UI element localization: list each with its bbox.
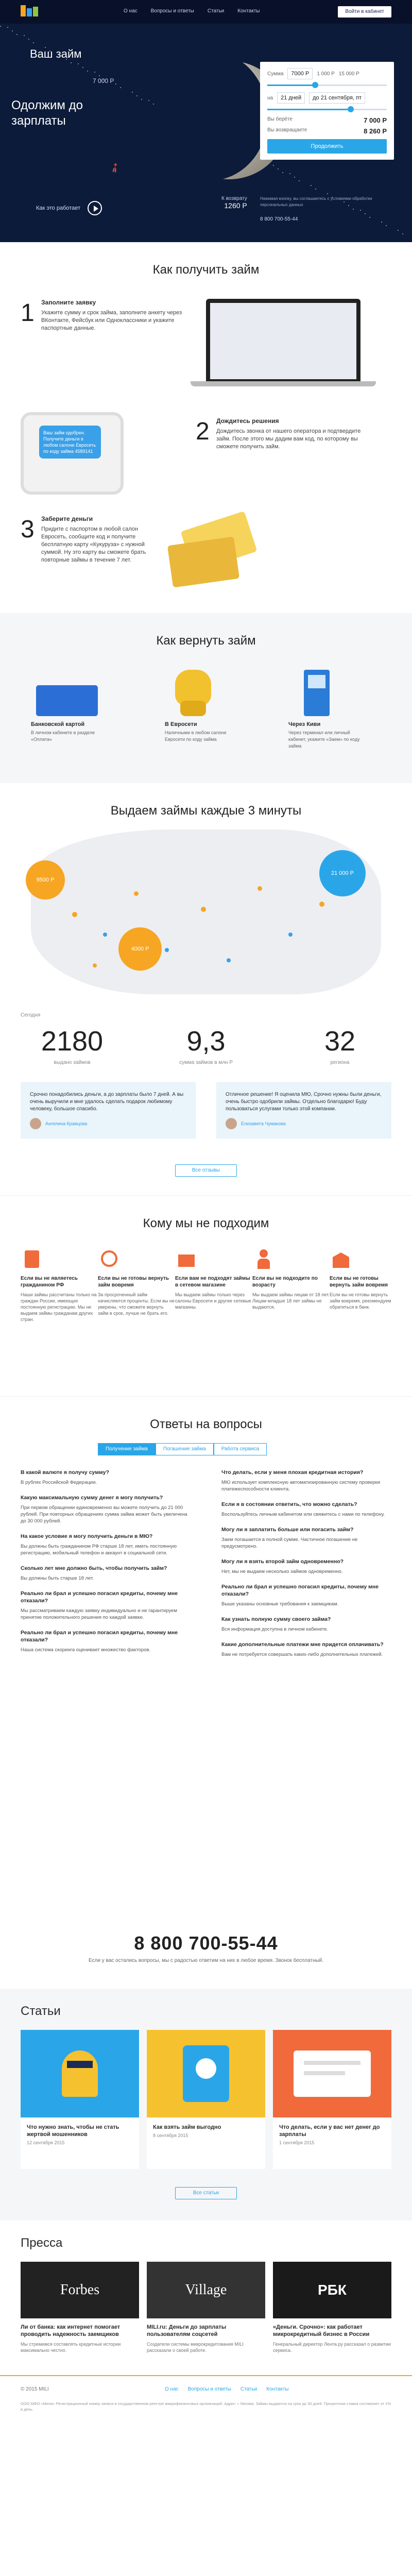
copyright: © 2015 MILI bbox=[21, 2386, 49, 2392]
map-pin-moscow: 9500 Р bbox=[26, 860, 65, 900]
press-card[interactable] bbox=[21, 2262, 139, 2353]
repay-qiwi bbox=[288, 670, 366, 750]
faq-item[interactable] bbox=[221, 1558, 391, 1575]
faq-answer: МЮ использует комплексную автоматизированную систему проверки платежеспособности клиента. bbox=[221, 1480, 381, 1492]
review-text: Отличное решение! Я оценила МЮ, Срочно нужны были деньги, очень быстро одобрили займы. Отдельно благодарю! Буду пользоваться услугами только этой компании. bbox=[226, 1092, 382, 1112]
amount-range-min: 1 000 Р bbox=[317, 71, 335, 77]
faq-item[interactable] bbox=[221, 1526, 391, 1550]
how-to-get-section bbox=[0, 242, 412, 613]
footer-link-contacts[interactable]: Контакты bbox=[266, 2386, 289, 2392]
not-fit-title-text: Если вы не готовы вернуть займ вовремя bbox=[330, 1276, 388, 1288]
press-title-text: Ли от банка: как интернет помогает проводить надежность заемщиков bbox=[21, 2324, 121, 2337]
step-title: Заполните заявку bbox=[41, 299, 96, 306]
faq-left-column bbox=[21, 1469, 191, 1662]
faq-item[interactable] bbox=[21, 1469, 191, 1486]
faq-tabs bbox=[98, 1443, 267, 1455]
how-it-works-link[interactable]: Как это работает bbox=[36, 205, 81, 211]
not-fit-title-text: Если вы не подходите по возрасту bbox=[252, 1276, 318, 1288]
faq-item[interactable] bbox=[21, 1533, 191, 1556]
logo[interactable] bbox=[21, 5, 38, 16]
step-number: 3 bbox=[21, 516, 35, 543]
term-until-date[interactable]: до 21 сентября, пт bbox=[309, 92, 365, 104]
laptop-image bbox=[206, 299, 360, 381]
faq-question: Могу ли я взять второй займ одновременно? bbox=[221, 1558, 344, 1565]
faq-question: Какие дополнительные платежи мне придется оплачивать? bbox=[221, 1641, 384, 1648]
stat-regions bbox=[288, 1025, 391, 1066]
not-fit-desc: Мы выдаем займы только через салоны Евросети и другие сетевые магазины. bbox=[175, 1292, 251, 1310]
top-navigation bbox=[0, 0, 412, 24]
step-2 bbox=[196, 417, 366, 451]
faq-question: Сколько лет мне должно быть, чтобы получить займ? bbox=[21, 1565, 167, 1571]
footer-link-about[interactable]: О нас bbox=[165, 2386, 179, 2392]
card-image bbox=[31, 670, 108, 716]
article-card[interactable] bbox=[21, 2030, 139, 2169]
sum-value: 7 000 Р bbox=[364, 116, 387, 124]
article-date: 1 сентября 2015 bbox=[279, 2140, 315, 2145]
press-title-text: «Деньги. Срочно»: как работает микрокредитный бизнес в России bbox=[273, 2324, 370, 2337]
continue-button[interactable]: Продолжить bbox=[267, 139, 387, 154]
review-card bbox=[21, 1082, 196, 1139]
russia-map bbox=[31, 829, 381, 994]
article-title: Как взять займ выгодно bbox=[153, 2124, 221, 2130]
amount-slider[interactable] bbox=[267, 84, 387, 86]
stat-value: 2180 bbox=[41, 1026, 104, 1057]
press-logo: Forbes bbox=[21, 2262, 139, 2318]
sms-bubble: Ваш займ одобрен. Получите деньги в любом салоне Евросеть по коду займа 4589141 bbox=[39, 426, 101, 459]
review-author[interactable]: Ангелина Кравцова bbox=[45, 1121, 88, 1126]
term-slider[interactable] bbox=[267, 109, 387, 110]
bank-cards-image bbox=[165, 520, 268, 592]
faq-answer: В рублях Российской Федерации. bbox=[21, 1480, 97, 1485]
step-title: Заберите деньги bbox=[41, 515, 93, 522]
press-card[interactable] bbox=[273, 2262, 391, 2353]
return-label: Вы возвращаете bbox=[267, 127, 307, 133]
repay-title: В Евросети bbox=[165, 721, 197, 727]
how-to-repay-title: Как вернуть займ bbox=[156, 634, 256, 648]
repay-title: Через Киви bbox=[288, 721, 321, 727]
article-date: 8 сентября 2015 bbox=[153, 2133, 188, 2138]
support-phone-text: Если у вас остались вопросы, мы с радостью ответим на них в любое время. Звонок бесплатный. bbox=[88, 1958, 324, 1963]
repay-desc: В личном кабинете в разделе «Оплата» bbox=[31, 730, 95, 742]
nav-link-contacts[interactable]: Контакты bbox=[237, 8, 260, 14]
not-fit-desc: Мы выдаем займы лицам от 18 лет. Лицам младше 18 лет займы не выдаются. bbox=[252, 1292, 330, 1310]
nav-link-about[interactable]: О нас bbox=[124, 8, 138, 14]
stat-caption: выдано займов bbox=[54, 1060, 91, 1065]
faq-item[interactable] bbox=[221, 1641, 391, 1658]
faq-question: Могу ли я заплатить больше или погасить займ? bbox=[221, 1527, 354, 1533]
faq-answer: Вы должны быть старше 18 лет. bbox=[21, 1575, 94, 1581]
article-date: 12 сентября 2015 bbox=[27, 2140, 65, 2145]
hero-title: Ваш займ bbox=[30, 47, 82, 60]
article-image bbox=[21, 2030, 139, 2117]
faq-item[interactable] bbox=[221, 1469, 391, 1493]
review-text: Срочно понадобились деньги, а до зарплаты было 7 дней. А вы очень выручили и мне удалось сделать подарок любимому человеку, большое спасибо. bbox=[30, 1092, 184, 1112]
article-card[interactable] bbox=[273, 2030, 391, 2169]
not-fit-item bbox=[330, 1247, 397, 1310]
not-fit-item bbox=[21, 1247, 98, 1323]
not-fit-section bbox=[0, 1195, 412, 1396]
articles-section bbox=[0, 1989, 412, 2221]
faq-answer: Выше указаны основные требования к заемщикам. bbox=[221, 1601, 339, 1607]
press-desc: Мы стремимся составлять кредитные истории максимально честно. bbox=[21, 2342, 121, 2353]
step-desc: Придите с паспортом в любой салон Евросеть, сообщите код и получите бесплатную карту «Кукуруза» с нужной суммой. Ну это карту вы сможете брать повторные займы в течение 7 лет. bbox=[41, 526, 146, 563]
faq-question: Если я в состоянии ответить, что можно сделать? bbox=[221, 1501, 357, 1507]
play-video-icon[interactable] bbox=[88, 201, 102, 215]
faq-answer: Вам не потребуется совершать каких-либо дополнительных платежей. bbox=[221, 1652, 383, 1657]
tab-repaying-loan[interactable]: Погашение займа bbox=[156, 1443, 214, 1455]
nav-link-faq[interactable]: Вопросы и ответы bbox=[150, 8, 194, 14]
faq-question: Какую максимальную сумму денег я могу получить? bbox=[21, 1495, 163, 1501]
faq-section bbox=[0, 1396, 412, 1989]
faq-question: Реально ли брал и успешно погасил кредиты, почему мне отказали? bbox=[221, 1584, 379, 1597]
step-number: 1 bbox=[21, 299, 35, 327]
step-desc: Дождитесь звонка от нашего оператора и подтвердите займ. После этого мы дадим вам код, по которому вы сможете получить займ. bbox=[216, 428, 361, 450]
amount-range-max: 15 000 Р bbox=[338, 71, 359, 77]
not-fit-item bbox=[175, 1247, 252, 1310]
review-author[interactable]: Елизавета Чумакова bbox=[241, 1121, 286, 1126]
faq-item[interactable] bbox=[221, 1501, 391, 1518]
return-amount bbox=[221, 196, 247, 210]
not-fit-title-text: Если вы не готовы вернуть займ вовремя bbox=[98, 1276, 169, 1288]
faq-question: Реально ли брал и успешно погасил кредиты, почему мне отказали? bbox=[21, 1590, 178, 1604]
faq-answer: Вы должны быть гражданином РФ старше 18 лет, иметь постоянную регистрацию, мобильный телефон и аккаунт в социальной сети. bbox=[21, 1544, 177, 1556]
all-articles-button[interactable]: Все статьи bbox=[175, 2187, 237, 2199]
not-fit-desc: За просроченный займ начисляются проценты. Если вы не уверены, что сможете вернуть займ в срок, лучше не брать его. bbox=[98, 1292, 175, 1316]
faq-item[interactable] bbox=[21, 1590, 191, 1621]
hero-section bbox=[0, 0, 412, 242]
articles-title: Статьи bbox=[21, 2004, 61, 2018]
bank-icon bbox=[330, 1247, 352, 1270]
hero-amount: 7 000 Р bbox=[93, 77, 114, 84]
footer bbox=[0, 2375, 412, 2432]
shop-icon bbox=[175, 1247, 198, 1270]
loan-calculator bbox=[260, 62, 394, 160]
faq-item[interactable] bbox=[221, 1583, 391, 1607]
step-3 bbox=[21, 515, 165, 564]
rocket-icon: ➶ bbox=[106, 158, 124, 177]
article-title: Что нужно знать, чтобы не стать жертвой мошенников bbox=[27, 2124, 119, 2138]
support-phone-block bbox=[0, 1933, 412, 1964]
article-image bbox=[147, 2030, 265, 2117]
how-to-repay-section bbox=[0, 613, 412, 783]
tab-getting-loan[interactable]: Получение займа bbox=[98, 1443, 156, 1455]
faq-right-column bbox=[221, 1469, 391, 1666]
not-fit-desc: Наши займы рассчитаны только на граждан России, имеющих постоянную регистрацию. Мы не выдаем займы гражданам других стран. bbox=[21, 1292, 97, 1322]
map-pin-ekb: 4000 Р bbox=[118, 927, 162, 971]
faq-question: Что делать, если у меня плохая кредитная история? bbox=[221, 1469, 364, 1476]
faq-question: На какое условие я могу получить деньги в МЮ? bbox=[21, 1533, 153, 1539]
press-desc: Создатели системы микрокредитования MILI рассказали о своей работе. bbox=[147, 2342, 244, 2353]
phone-image bbox=[21, 412, 124, 495]
faq-question: Как узнать полную сумму своего займа? bbox=[221, 1616, 331, 1622]
map-pin-vladivostok: 21 000 Р bbox=[319, 850, 366, 896]
repay-desc: Через терминал или личный кабинет, укажите «Заем» по коду займа bbox=[288, 730, 360, 749]
avatar bbox=[226, 1118, 237, 1129]
moon-shadow bbox=[154, 52, 268, 180]
faq-answer: Вся информация доступна в личном кабинете. bbox=[221, 1626, 329, 1632]
amount-label: Сумма bbox=[267, 71, 284, 77]
footer-link-faq[interactable]: Вопросы и ответы bbox=[187, 2386, 231, 2392]
avatar bbox=[30, 1118, 41, 1129]
dog-mascot-image bbox=[165, 670, 242, 716]
press-desc: Генеральный директор Лента.ру рассказал о развитии сервиса. bbox=[273, 2342, 391, 2353]
faq-item[interactable] bbox=[221, 1616, 391, 1633]
return-value: 8 260 Р bbox=[364, 127, 387, 135]
stats-label: Сегодня bbox=[21, 1012, 41, 1018]
press-section bbox=[0, 2221, 412, 2375]
faq-answer: Заем погашается в полной сумме. Частичное погашение не предусмотрено. bbox=[221, 1537, 358, 1549]
faq-title: Ответы на вопросы bbox=[150, 1417, 262, 1431]
stat-loans bbox=[21, 1025, 124, 1066]
faq-answer: Воспользуйтесь личным кабинетом или свяжитесь с нами по телефону. bbox=[221, 1512, 385, 1517]
person-icon bbox=[252, 1247, 275, 1270]
repay-euroset bbox=[165, 670, 242, 743]
press-card[interactable] bbox=[147, 2262, 265, 2353]
faq-answer: Наша система скоринга оценивает множество факторов. bbox=[21, 1647, 151, 1653]
calculator-note: Нажимая кнопку, вы соглашаетесь с условиями обработки персональных данных bbox=[260, 196, 372, 207]
step-number: 2 bbox=[196, 418, 210, 445]
stat-value: 32 bbox=[324, 1026, 356, 1057]
how-to-get-title: Как получить займ bbox=[152, 263, 260, 277]
hero-phone[interactable]: 8 800 700-55-44 bbox=[260, 216, 298, 222]
not-fit-desc: Если вы не готовы вернуть займ вовремя, рекомендуем обратиться в банк. bbox=[330, 1292, 391, 1310]
not-fit-item bbox=[252, 1247, 330, 1310]
not-fit-title-text: Если вам не подходят займы в сетевом магазине bbox=[175, 1276, 250, 1288]
not-fit-item bbox=[98, 1247, 175, 1316]
step-title: Дождитесь решения bbox=[216, 417, 279, 425]
press-logo: РБК bbox=[273, 2262, 391, 2318]
article-title: Что делать, если у вас нет денег до зарплаты bbox=[279, 2124, 380, 2138]
not-fit-title: Кому мы не подходим bbox=[143, 1216, 269, 1230]
term-input[interactable]: 21 дней bbox=[277, 92, 305, 104]
hero-subtitle: Одолжим до зарплаты bbox=[11, 98, 83, 128]
press-logo: Village bbox=[147, 2262, 265, 2318]
repay-desc: Наличными в любом салоне Евросети по коду займа bbox=[165, 730, 227, 742]
press-title: Пресса bbox=[21, 2236, 63, 2250]
passport-icon bbox=[21, 1247, 43, 1270]
faq-answer: При первом обращении единовременно вы можете получить до 21 000 рублей. При повторных обращениях сумма займа может быть увеличена до 30 000 рублей. bbox=[21, 1505, 187, 1524]
faq-item[interactable] bbox=[21, 1565, 191, 1582]
return-amount-label: К возврату bbox=[221, 196, 247, 201]
faq-answer: Мы рассматриваем каждую заявку индивидуально и не гарантируем принятие положительного решения по каждой заявке. bbox=[21, 1608, 177, 1620]
step-1 bbox=[21, 299, 191, 332]
term-label: на bbox=[267, 95, 273, 101]
sum-label: Вы берёте bbox=[267, 116, 293, 122]
nav-link-articles[interactable]: Статьи bbox=[207, 8, 225, 14]
article-card[interactable] bbox=[147, 2030, 265, 2169]
faq-item[interactable] bbox=[21, 1629, 191, 1653]
faq-item[interactable] bbox=[21, 1494, 191, 1524]
stat-caption: региона bbox=[330, 1060, 350, 1065]
all-reviews-button[interactable]: Все отзывы bbox=[175, 1164, 237, 1177]
step-desc: Укажите сумму и срок займа, заполните анкету через ВКонтакте, Фейсбук или Одноклассники и укажите паспортные данные. bbox=[41, 310, 182, 331]
press-title-text: MILI.ru: Деньги до зарплаты пользователям соцсетей bbox=[147, 2324, 227, 2337]
tab-service[interactable]: Работа сервиса bbox=[214, 1443, 267, 1455]
login-button[interactable]: Войти в кабинет bbox=[338, 6, 391, 18]
repay-title: Банковской картой bbox=[31, 721, 85, 727]
stat-value: 9,3 bbox=[186, 1026, 226, 1057]
article-image bbox=[273, 2030, 391, 2117]
clock-icon bbox=[98, 1247, 121, 1270]
return-amount-value: 1260 Р bbox=[224, 201, 247, 210]
legal-text: ООО МФО «Мили» Регистрационный номер записи в государственном реестре микрофинансовых организаций. Адрес: г. Москва. Займы выдаются на срок до 30 дней. Процентная ставка составляет от 1% в день. bbox=[21, 2401, 391, 2412]
amount-input[interactable]: 7000 Р bbox=[287, 68, 313, 79]
stat-sum bbox=[154, 1025, 258, 1066]
footer-link-articles[interactable]: Статьи bbox=[240, 2386, 258, 2392]
repay-card bbox=[31, 670, 108, 743]
support-phone[interactable]: 8 800 700-55-44 bbox=[134, 1933, 278, 1954]
faq-answer: Нет, мы не выдаем несколько займов одновременно. bbox=[221, 1569, 343, 1574]
map-section bbox=[0, 783, 412, 1195]
faq-question: Реально ли брал и успешно погасил кредиты, почему мне отказали? bbox=[21, 1630, 178, 1643]
stat-caption: сумма займов в млн Р bbox=[179, 1060, 233, 1065]
not-fit-title-text: Если вы не являетесь гражданином РФ bbox=[21, 1276, 78, 1288]
review-card bbox=[216, 1082, 391, 1139]
map-title: Выдаем займы каждые 3 минуты bbox=[110, 804, 302, 818]
terminal-image bbox=[288, 670, 366, 716]
faq-question: В какой валюте я получу сумму? bbox=[21, 1469, 109, 1476]
